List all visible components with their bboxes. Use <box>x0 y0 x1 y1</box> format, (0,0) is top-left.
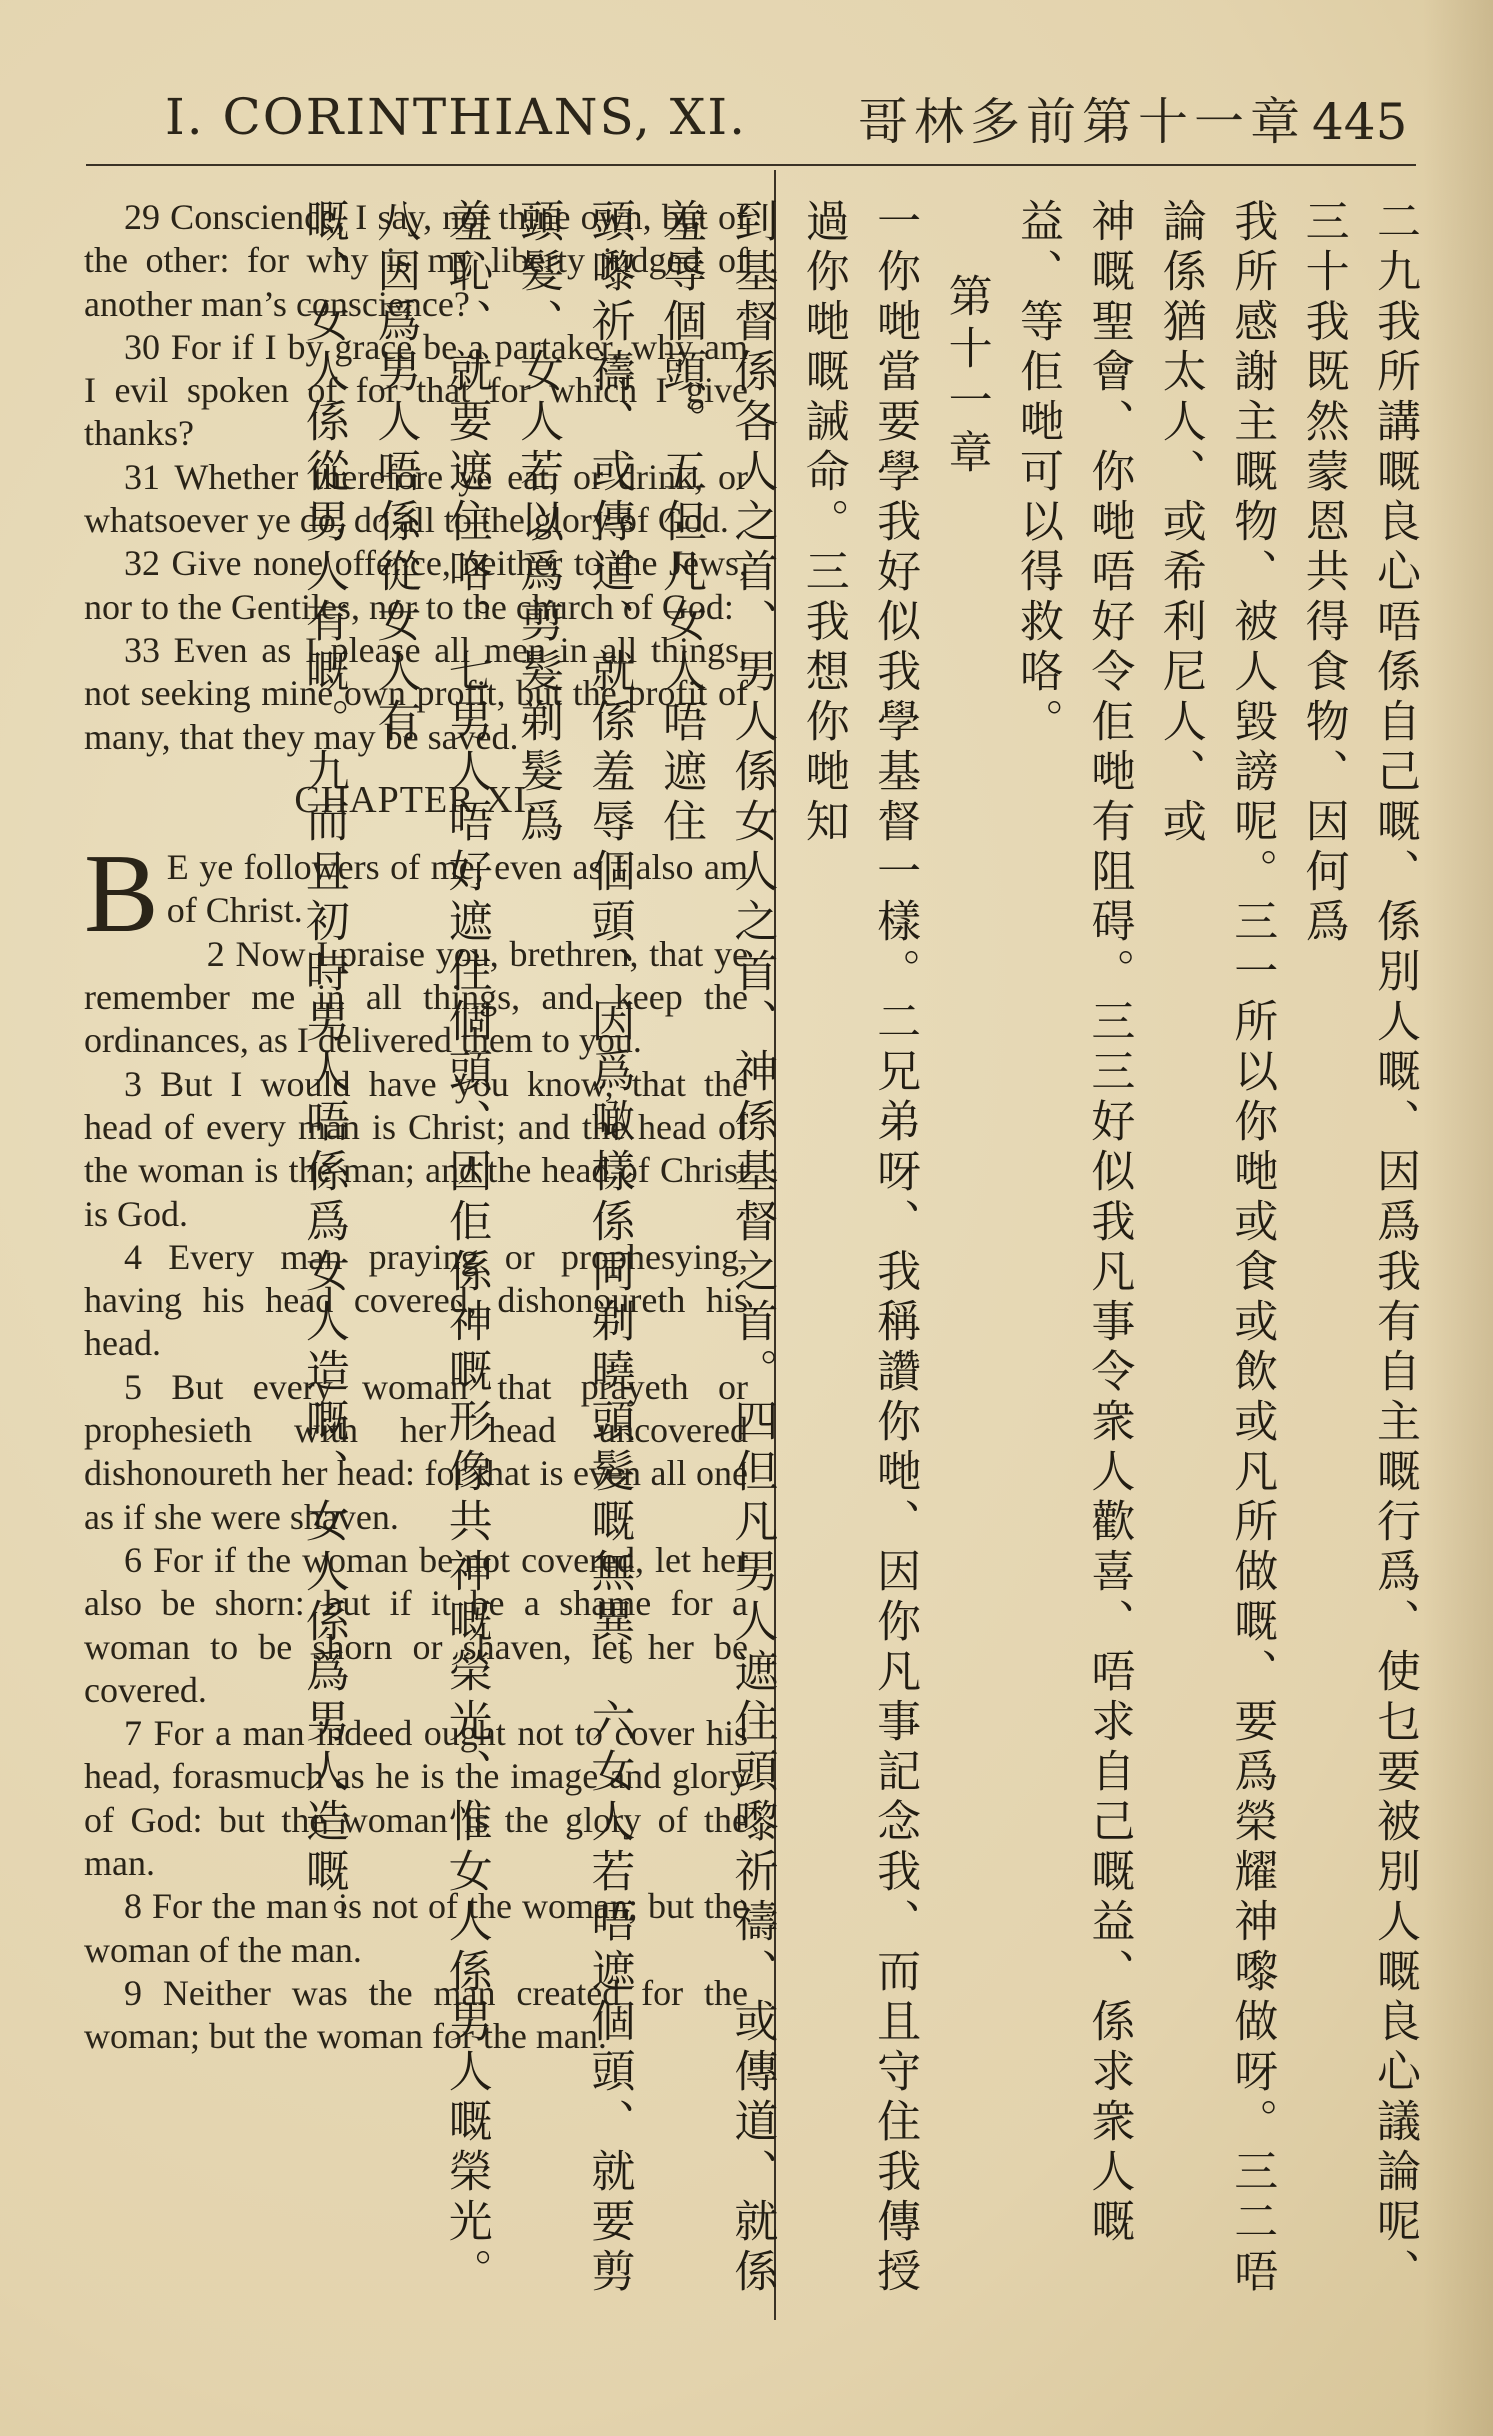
chinese-line: 嘅、女人係從男人有嘅。九而且初時男人唔係爲女人造嘅、女人係爲男人造嘅。 <box>297 198 349 1948</box>
chinese-line: 羞恥、就要遮住咯。七男人唔好遮住個頭、因佢係神嘅形像共神嘅榮光、惟女人係男人嘅榮光。八因爲男人唔係從女人有 <box>369 198 492 2298</box>
verse-8: 8 For the man is not of the woman; but the woman of the man. <box>84 1886 748 1970</box>
chinese-line: 到基督係各人之首、男人係女人之首、神係基督之首。四但凡男人遮住頭嚟祈禱、或傳道、就係羞辱個頭。五但凡女人唔遮住 <box>654 198 778 2298</box>
header-book-title: I. CORINTHIANS, XI. <box>165 88 747 146</box>
verse-1-text: E ye followers of me, even as I also am of Christ. <box>166 847 748 931</box>
chapter-heading: CHAPTER XI. <box>294 778 538 821</box>
chinese-line: 二九我所講嘅良心唔係自己嘅、係別人嘅、因爲我有自主嘅行爲、使乜要被別人嘅良心議論呢、三十我既然蒙恩共得食物、因何爲 <box>1297 198 1420 2298</box>
verse-30: 30 For if I by grace be a partaker, why am I evil spoken of for that for which I give thanks? <box>84 326 748 454</box>
verse-9: 9 Neither was the man created for the woman; but the woman for the man. <box>84 1972 748 2057</box>
verse-6: 6 For if the woman be not covered, let her also be shorn: but if it be a shame for a woman to be shorn or shaven, let her be covered. <box>84 1539 748 1710</box>
chinese-line: 頭嚟祈禱、或傳道、就係羞辱個頭、因爲噉樣係同剃曉頭髮嘅無異。六女人若唔遮個頭、就要剪頭髮、女人若以爲剪髮剃髮爲 <box>512 198 635 2298</box>
verse-5: 5 But every woman that prayeth or prophesieth with her head uncovered dishonoureth her head: for that is even all one as if she were shaven. <box>84 1366 748 1537</box>
page-number: 445 <box>1312 93 1408 151</box>
chinese-line: 神嘅聖會、你哋唔好令佢哋有阻碍。三三好似我凡事令衆人歡喜、唔求自己嘅益、係求衆人嘅益、等佢哋可以得救咯。 <box>1011 198 1135 2248</box>
verse-4: 4 Every man praying or prophesying, having his head covered, dishonoureth his head. <box>84 1236 748 1364</box>
running-header <box>0 60 1493 160</box>
verse-2: 2 Now I praise you, brethren, that ye remember me in all things, and keep the ordinances, as I delivered them to you. <box>84 933 748 1061</box>
verse-7: 7 For a man indeed ought not to cover his head, forasmuch as he is the image and glory of God: but the woman is the glory of the man. <box>84 1713 748 1883</box>
verse-3: 3 But I would have you know, that the head of every man is Christ; and the head of the woman is the man; and the head of Christ is God. <box>84 1063 748 1234</box>
page-edge-shadow <box>1423 0 1493 2436</box>
chinese-line: 一你哋當要學我好似我學基督一樣。二兄弟呀、我稱讚你哋、因你凡事記念我、而且守住我傳授過你哋嘅誡命。三我想你哋知 <box>797 198 921 2298</box>
drop-cap: B <box>84 832 159 957</box>
chinese-chapter-heading: 第十一章 <box>940 273 992 481</box>
chinese-line: 我所感謝主嘅物、被人毀謗呢。三一所以你哋或食或飲或凡所做嘅、要爲榮耀神嚟做呀。三二唔論係猶太人、或希利尼人、或 <box>1154 198 1278 2298</box>
header-chinese-text: 哥林多前第十一章 <box>858 93 1306 151</box>
verse-29: 29 Conscience, I say, not thine own, but of the other: for why is my liberty judged of another man’s conscience? <box>84 197 748 324</box>
verse-31: 31 Whether therefore ye eat, or drink, or whatsoever ye do, do all to the glory of God. <box>84 456 748 541</box>
header-chinese-title <box>858 82 1407 154</box>
header-rule <box>86 164 1416 166</box>
verse-32: 32 Give none offence, neither to the Jews, nor to the Gentiles, nor to the church of God: <box>84 543 748 627</box>
verse-33: 33 Even as I please all men in all things, not seeking mine own profit, but the profit of many, that they may be saved. <box>84 629 748 757</box>
